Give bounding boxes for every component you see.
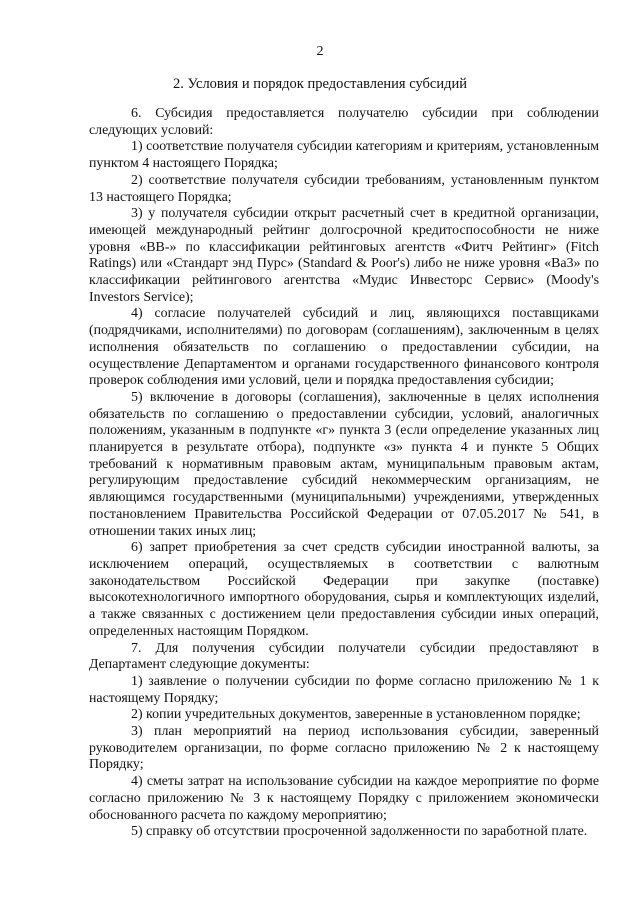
paragraph-7-item-2: 2) копии учредительных документов, заверенные в установленном порядке; [131, 707, 581, 723]
paragraph-7-intro: 7. Для получения субсидии получатели субсидии предоставляют в Департамент следующие документы: [89, 640, 599, 673]
paragraph-6-item-4: 4) согласие получателей субсидий и лиц, являющихся поставщиками (подрядчиками, исполнителями) по договорам (соглашениям), заключенным в целях исполнения обязательств по соглашению о предоставлении субсидии, на осуществление Департаментом и органами государственного финансового контроля проверок соблюдения ими условий, цели и порядка предоставления субсидии; [89, 306, 599, 389]
section-title: 2. Условия и порядок предоставления субсидий [172, 76, 467, 92]
paragraph-6-item-1: 1) соответствие получателя субсидии категориям и критериям, установленным пунктом 4 настоящего Порядка; [89, 139, 599, 172]
paragraph-6-item-6: 6) запрет приобретения за счет средств субсидии иностранной валюты, за исключением операций, осуществляемых в соответствии с валютным законодательством Российской Федерации при закупке (поставке) высокотехнологичного импортного оборудования, сырья и комплектующих изделий, а также связанных с достижением цели предоставления субсидии иных операций, определенных настоящим Порядком. [89, 540, 599, 639]
paragraph-7-item-4: 4) сметы затрат на использование субсидии на каждое мероприятие по форме согласно приложению № 3 к настоящему Порядку с приложением экономически обоснованного расчета по каждому мероприятию; [89, 774, 599, 823]
paragraph-6-intro: 6. Субсидия предоставляется получателю субсидии при соблюдении следующих условий: [89, 106, 599, 138]
document-body [89, 106, 599, 841]
paragraph-7-item-1: 1) заявление о получении субсидии по форме согласно приложению № 1 к настоящему Порядку; [89, 673, 599, 706]
paragraph-7-item-3: 3) план мероприятий на период использования субсидии, заверенный руководителем организации, по форме согласно приложению № 2 к настоящему Порядку; [89, 724, 599, 773]
page-number: 2 [316, 44, 324, 59]
paragraph-7-item-5: 5) справку об отсутствии просроченной задолженности по заработной плате. [131, 824, 588, 840]
paragraph-6-item-3: 3) у получателя субсидии открыт расчетный счет в кредитной организации, имеющей международный рейтинг долгосрочной кредитоспособности не ниже уровня «BB-» по классификации рейтинговых агентств «Фитч Рейтинг» (Fitch Ratings) или «Стандарт энд Пурс» (Standard & Poor's) либо не ниже уровня «Ba3» по классификации рейтингового агентства «Мудис Инвесторс Сервис» (Moody's Investors Service); [89, 206, 599, 305]
paragraph-6-item-5: 5) включение в договоры (соглашения), заключенные в целях исполнения обязательств по соглашению о предоставлении субсидии, условий, аналогичных положениям, указанным в подпункте «г» пункта 3 (если определение указанных лиц планируется в результате отбора), подпункте «з» пункта 4 и пункте 5 Общих требований к нормативным правовым актам, муниципальным правовым актам, регулирующим предоставление субсидий некоммерческим организациям, не являющимся государственными (муниципальными) учреждениями, утвержденных постановлением Правительства Российской Федерации от 07.05.2017 № 541, в отношении таких иных лиц; [89, 389, 599, 539]
paragraph-6-item-2: 2) соответствие получателя субсидии требованиям, установленным пунктом 13 настоящего Порядка; [89, 172, 599, 205]
